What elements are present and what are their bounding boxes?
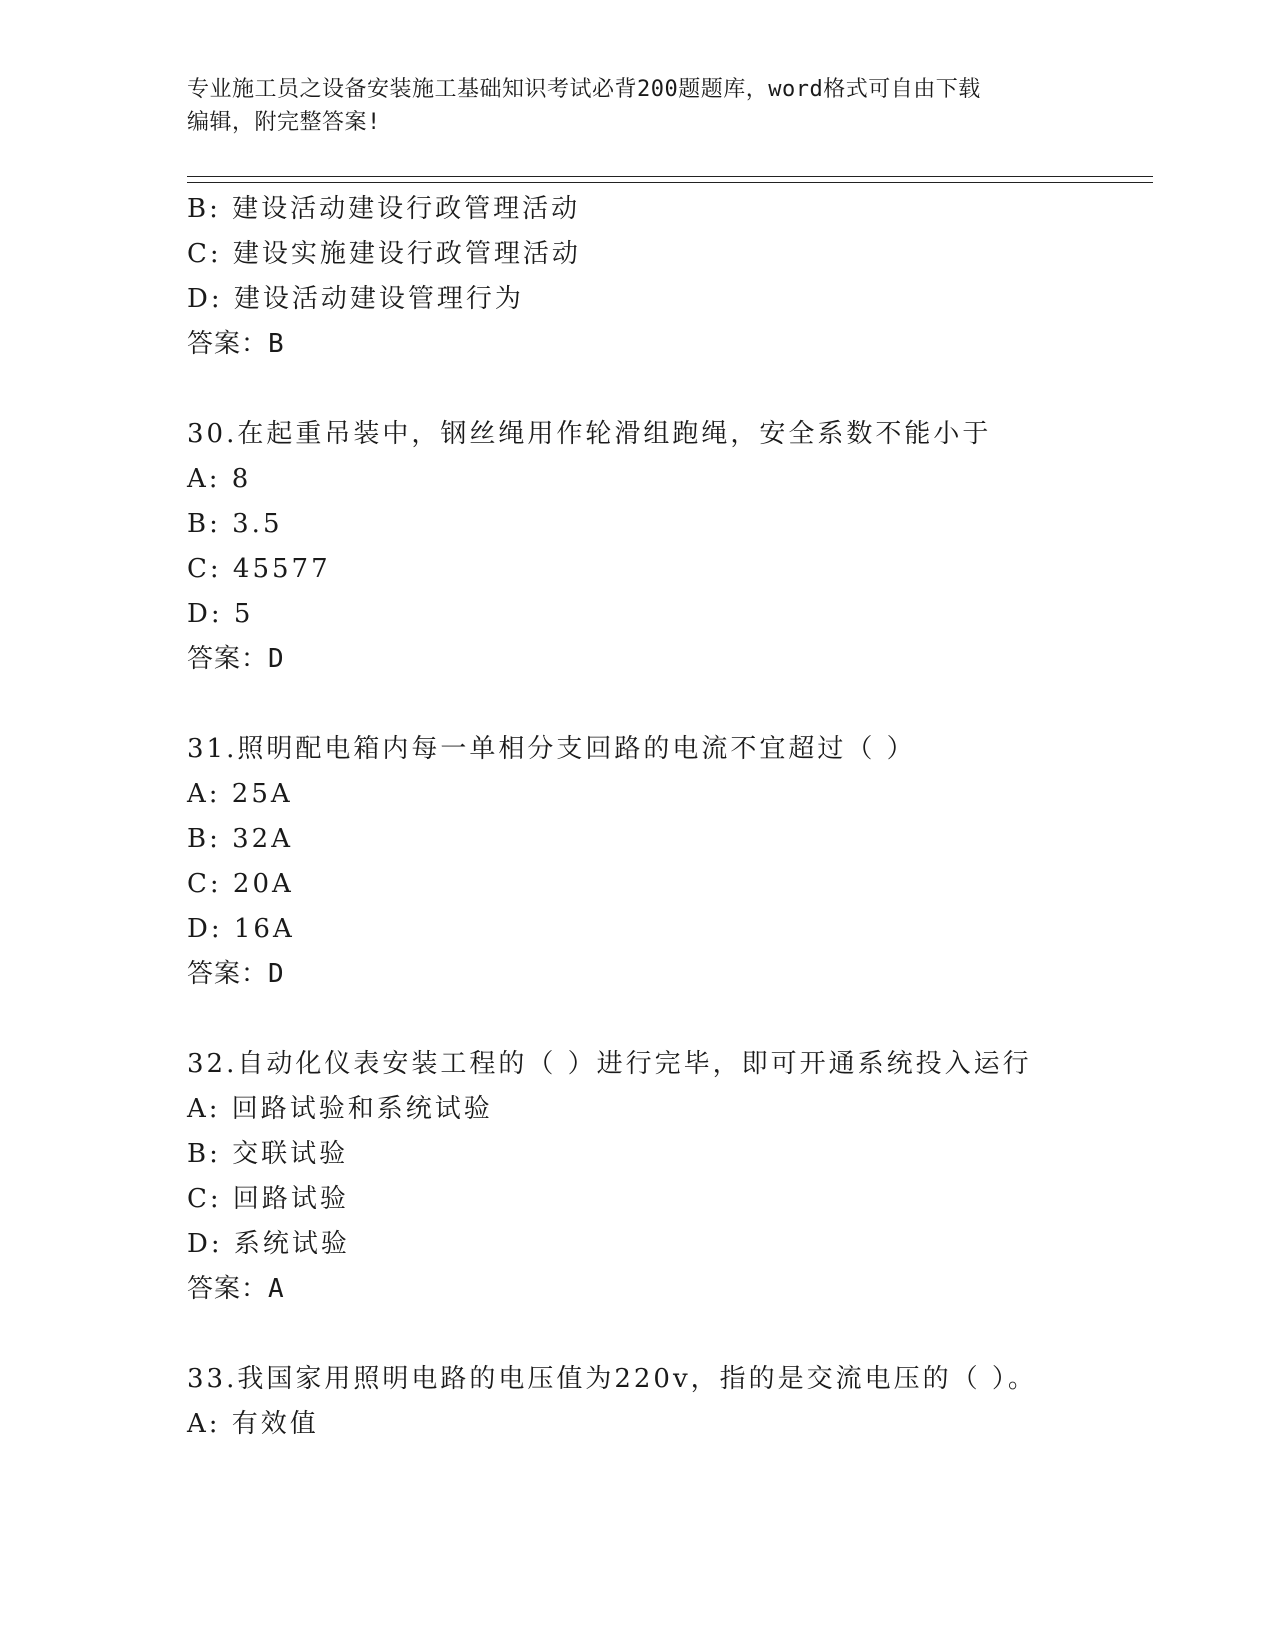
option-line: B: 建设活动建设行政管理活动 xyxy=(187,194,581,224)
option-line: D: 建设活动建设管理行为 xyxy=(187,284,524,314)
option-line: D: 系统试验 xyxy=(187,1229,350,1259)
answer-line: 答案：D xyxy=(187,644,285,674)
option-line: A: 8 xyxy=(187,464,252,494)
question-line: 33.我国家用照明电路的电压值为220v，指的是交流电压的（ ）。 xyxy=(187,1364,1037,1394)
question-line: 32.自动化仪表安装工程的（ ）进行完毕，即可开通系统投入运行 xyxy=(187,1049,1032,1079)
question-line: 30.在起重吊装中，钢丝绳用作轮滑组跑绳，安全系数不能小于 xyxy=(187,419,992,449)
answer-line: 答案：D xyxy=(187,959,285,989)
option-line: A: 回路试验和系统试验 xyxy=(187,1094,493,1124)
header-divider-top xyxy=(187,176,1153,177)
document-header xyxy=(187,73,1087,139)
answer-line: 答案：B xyxy=(187,329,285,359)
option-line: D: 5 xyxy=(187,599,254,629)
option-line: B: 3.5 xyxy=(187,509,283,539)
option-line: C: 20A xyxy=(187,869,294,899)
header-line-1: 专业施工员之设备安装施工基础知识考试必背200题题库，word格式可自由下载 xyxy=(187,77,981,102)
option-line: B: 交联试验 xyxy=(187,1139,349,1169)
header-divider-bottom xyxy=(187,182,1153,183)
option-line: C: 回路试验 xyxy=(187,1184,349,1214)
option-line: A: 25A xyxy=(187,779,293,809)
option-line: D: 16A xyxy=(187,914,295,944)
option-line: C: 建设实施建设行政管理活动 xyxy=(187,239,581,269)
option-line: A: 有效值 xyxy=(187,1409,319,1439)
answer-line: 答案：A xyxy=(187,1274,285,1304)
question-line: 31.照明配电箱内每一单相分支回路的电流不宜超过（ ） xyxy=(187,734,916,764)
header-line-2: 编辑，附完整答案! xyxy=(187,110,381,135)
option-line: C: 45577 xyxy=(187,554,331,584)
option-line: B: 32A xyxy=(187,824,293,854)
